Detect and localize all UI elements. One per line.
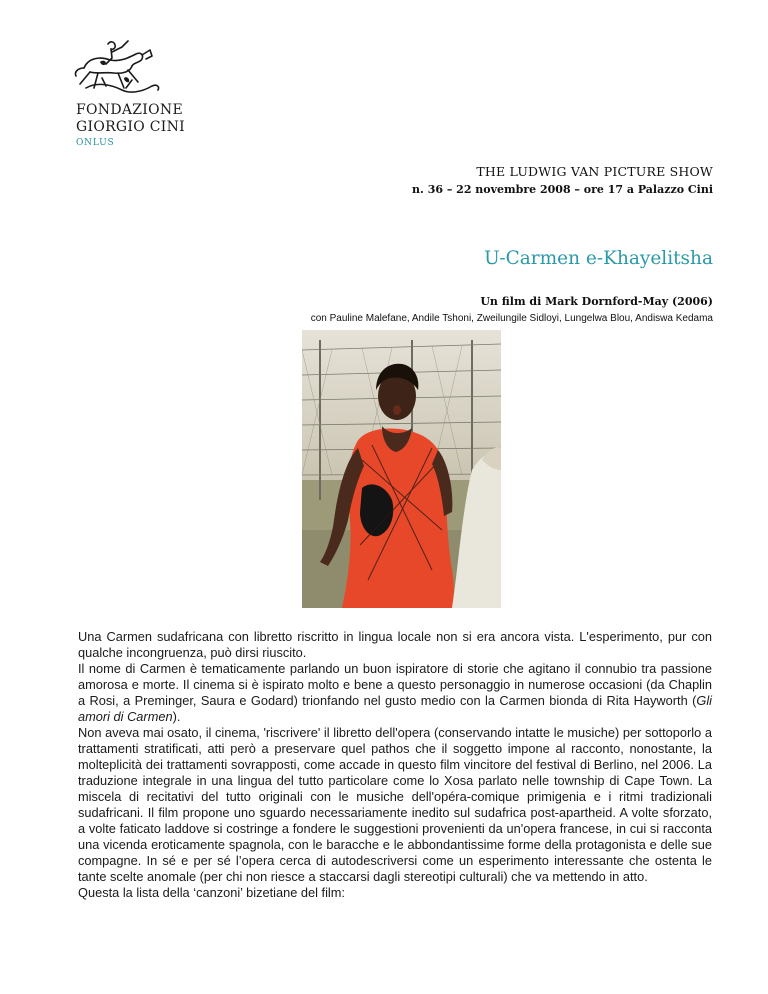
cast-line: con Pauline Malefane, Andile Tshoni, Zweilungile Sidloyi, Lungelwa Blou, Andiswa Kedama xyxy=(310,313,713,324)
paragraph-song-list-intro: Questa la lista della ‘canzoni’ bizetiane del film: xyxy=(78,885,345,900)
paragraph-carmen-history xyxy=(78,661,712,725)
film-title: U-Carmen e-Khayelitsha xyxy=(484,248,713,269)
film-still-photo xyxy=(302,330,501,608)
film-reference-italic: Gli amori di Carmen xyxy=(78,693,712,724)
org-status: ONLUS xyxy=(76,138,115,148)
org-name-line-2: GIORGIO CINI xyxy=(76,119,185,135)
st-george-dragon-logo xyxy=(66,38,166,96)
paragraph-carmen-history-end: ). xyxy=(172,709,181,724)
screening-info: n. 36 – 22 novembre 2008 – ore 17 a Palazzo Cini xyxy=(412,183,713,196)
series-title: THE LUDWIG VAN PICTURE SHOW xyxy=(476,164,713,179)
paragraph-intro: Una Carmen sudafricana con libretto riscritto in lingua locale non si era ancora vista. L'esperimento, pur con qualche incongruenza, può dirsi riuscito. xyxy=(78,629,712,660)
org-name-line-1: FONDAZIONE xyxy=(76,102,183,118)
paragraph-carmen-history-text: Il nome di Carmen è tematicamente parlando un buon ispiratore di storie che agitano il connubio tra passione amorosa e morte. Il cinema si è ispirato molto e bene a questo personaggio in numerose occasioni (da Chaplin a Rosi, a Preminger, Saura e Godard) trionfando nel gusto medio con la Carmen bionda di Rita Hayworth ( xyxy=(78,661,712,708)
organization-name xyxy=(76,102,185,149)
review-text xyxy=(78,629,712,901)
director-line: Un film di Mark Dornford-May (2006) xyxy=(480,295,713,308)
paragraph-analysis: Non aveva mai osato, il cinema, 'riscrivere' il libretto dell'opera (conservando intatte le musiche) per sottoporlo a trattamenti stratificati, atti però a preservare quel pathos che il soggetto impone al racconto, nonostante, la molteplicità dei trattamenti sovrapposti, come accade in questo film vincitore del festival di Berlino, nel 2006. La traduzione integrale in una lingua del tutto particolare come lo Xosa parlato nelle township di Cape Town. La miscela di recitativi del tutto originali con le musiche dell'opéra-comique primigenia e i ritmi tradizionali sudafricani. Il film propone uno sguardo necessariamente inedito sul sudafrica post-apartheid. A volte sforzato, a volte faticato laddove si costringe a fondere le suggestioni provenienti da un'opera francese, in cui si racconta una vicenda eroticamente spagnola, con le baracche e le abbondantissime forme della protagonista e delle sue compagne. In sé e per sé l’opera cerca di autodescriversi come un esperimento interessante che ostenta le tante scelte anomale (per chi non riesce a staccarsi dagli stereotipi culturali) che va mettendo in atto. xyxy=(78,725,712,884)
